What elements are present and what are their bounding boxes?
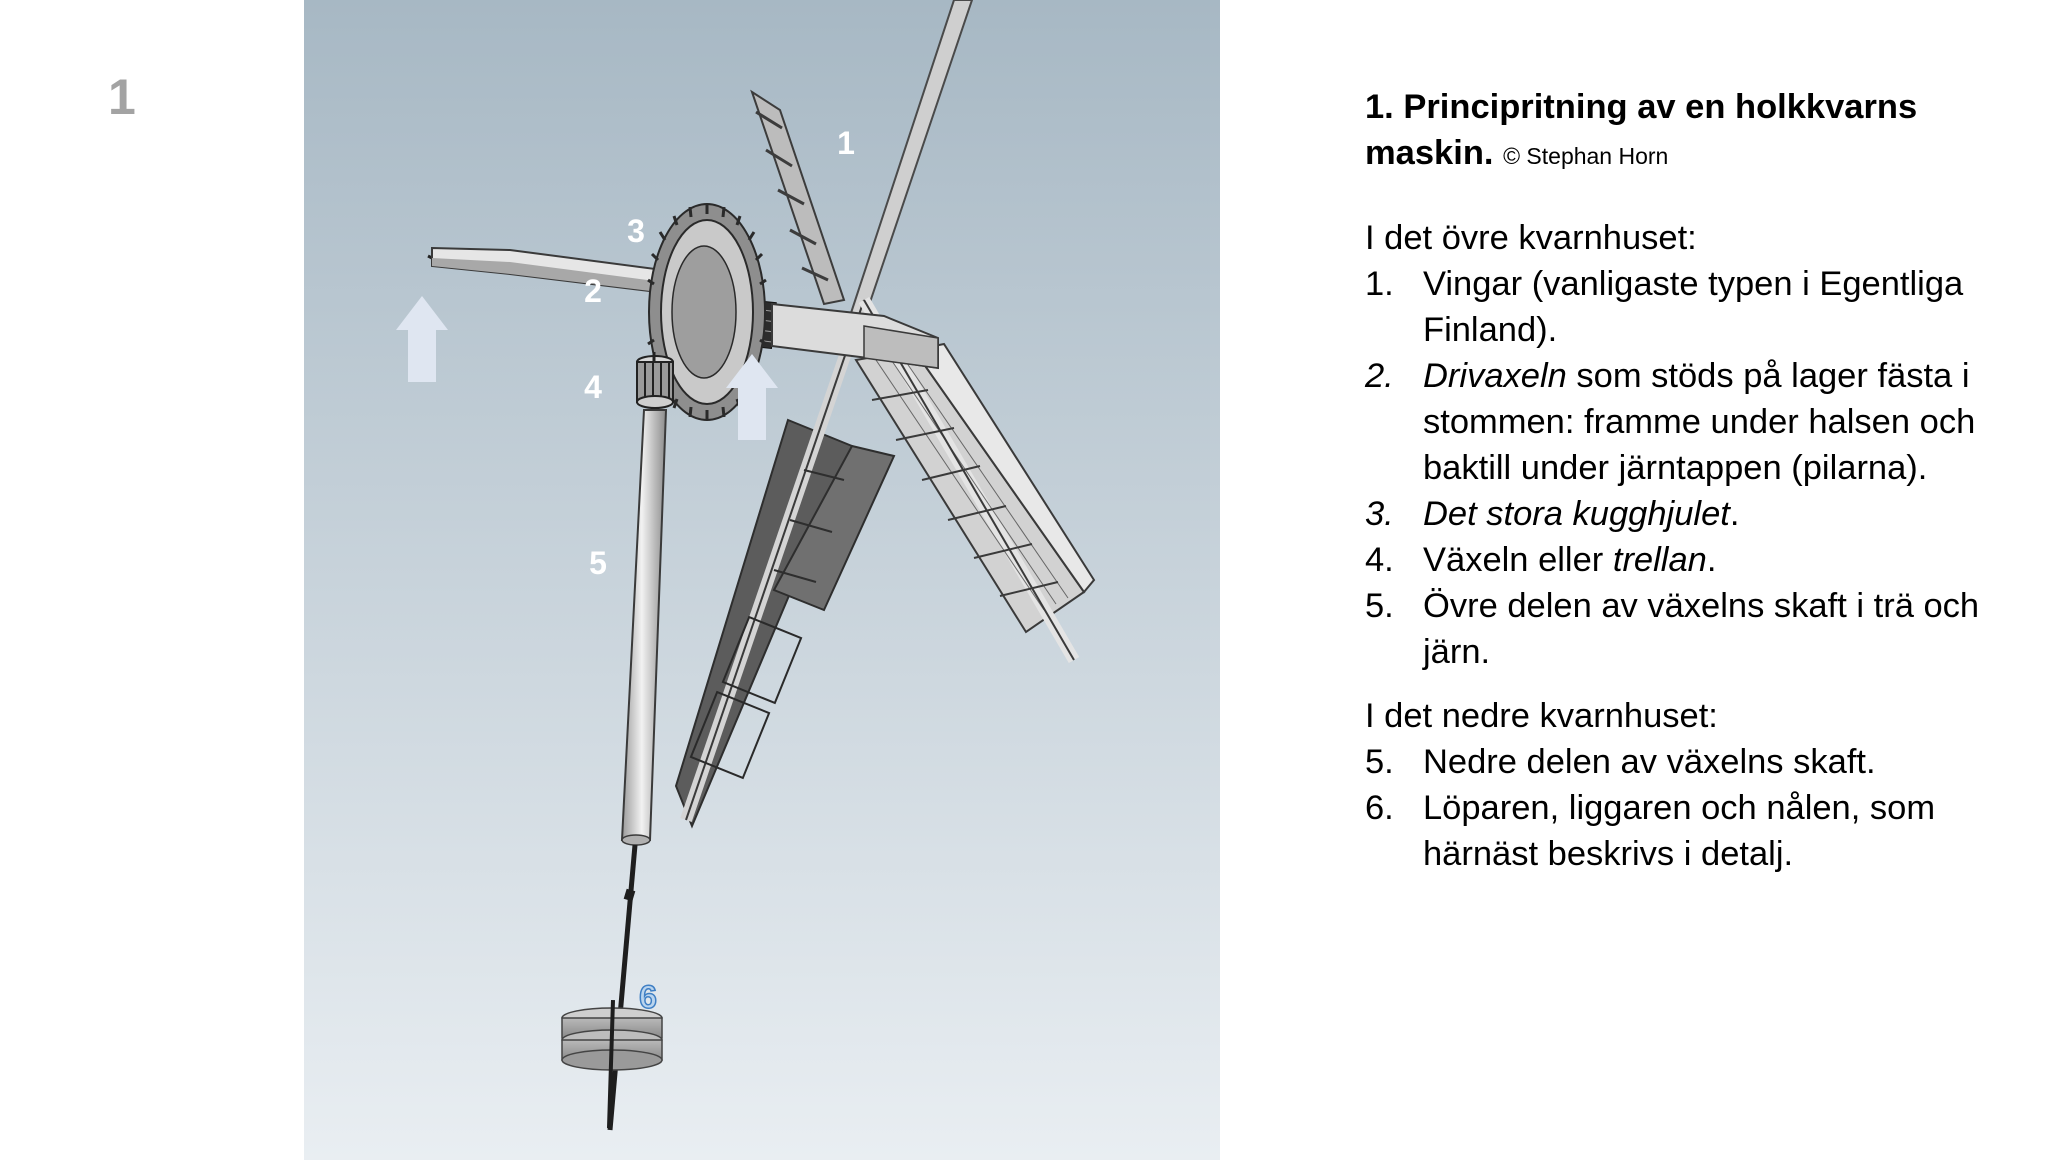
list-item-term: Det stora kugghjulet [1423,495,1730,533]
callout-2: 2 [584,273,602,309]
list-item [1365,739,2025,785]
list-item-text: Löparen, liggaren och nålen, som härnäst beskrivs i detalj. [1423,789,1936,873]
lantern-pinion [637,352,673,408]
list-item-text: . [1706,541,1717,579]
list-item-number: 4. [1365,541,1394,579]
list-item-term: Drivaxeln [1423,357,1567,395]
list-item-text: Nedre delen av växelns skaft. [1423,743,1876,781]
list-item-text: som stöds på lager fästa i stommen: framme under halsen och baktill under järntappen (pilarna). [1423,357,1976,487]
slide-number: 1 [108,69,136,125]
list-item [1365,491,2025,537]
list-item-number: 6. [1365,789,1394,827]
list-item-text: Övre delen av växelns skaft i trä och järn. [1423,587,1980,671]
list-item-number: 2. [1365,357,1394,395]
list-item-number: 5. [1365,587,1394,625]
callout-3: 3 [627,213,645,249]
upper-house-list [1365,261,2025,675]
list-item [1365,785,2025,877]
caption-title: 1. Principritning av en holkkvarns maskin. [1365,88,1918,172]
list-item [1365,537,2025,583]
list-item-text: Växeln eller [1423,541,1613,579]
caption-panel [1365,84,2025,877]
lower-house-heading: I det nedre kvarnhuset: [1365,697,1718,735]
list-item-text: Vingar (vanligaste typen i Egentliga Finland). [1423,265,1964,349]
list-item [1365,583,2025,675]
list-item-number: 1. [1365,265,1394,303]
list-item-number: 5. [1365,743,1394,781]
lower-house-list [1365,739,2025,877]
list-item [1365,353,2025,491]
photo-credit: © Stephan Horn [1503,143,1669,169]
section-gap [1365,675,2025,693]
list-item-term: trellan [1612,541,1707,579]
callout-1: 1 [837,125,855,161]
list-item [1365,261,2025,353]
diagram-canvas [304,0,1220,1160]
callout-4: 4 [584,369,602,405]
callout-5: 5 [589,545,607,581]
list-item-number: 3. [1365,495,1394,533]
caption-title-block [1365,84,2025,179]
callout-6: 6 [639,979,657,1015]
windmill-machine-diagram [304,0,1220,1160]
list-item-text: . [1729,495,1740,533]
upper-house-heading: I det övre kvarnhuset: [1365,219,1697,257]
